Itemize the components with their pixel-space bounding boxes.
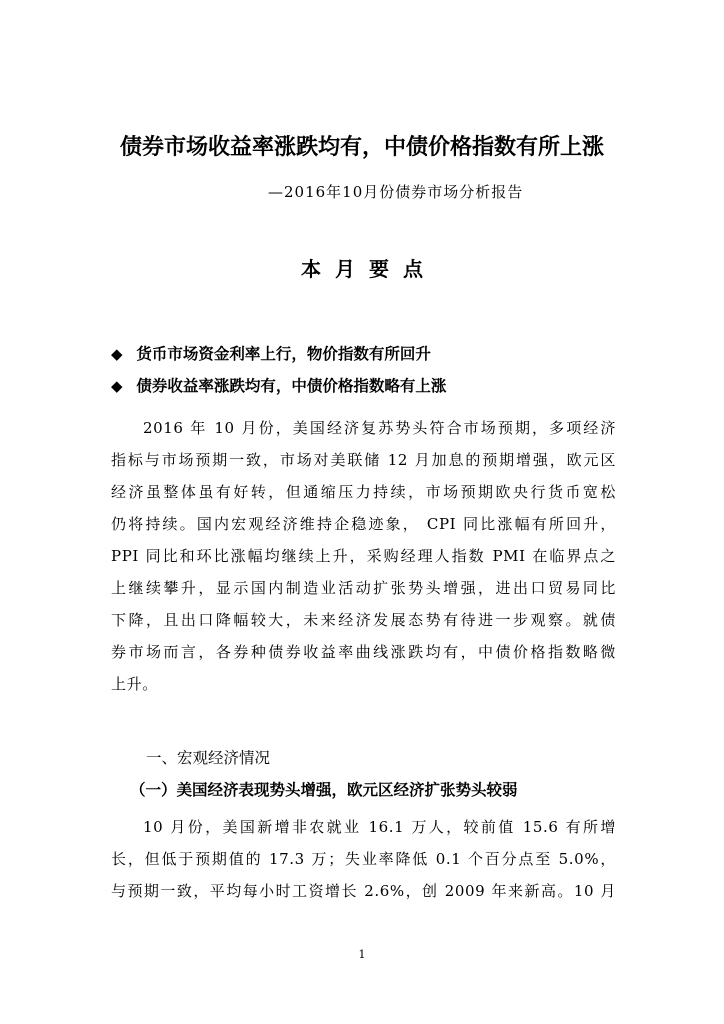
paragraph-line: 10 月份，美国新增非农就业 16.1 万人，较前值 15.6 有所增 [143,818,616,836]
section-heading: 一、宏观经济情况 [146,749,271,767]
paragraph-line: 2016 年 10 月份，美国经济复苏势头符合市场预期，多项经济 [143,419,616,437]
paragraph-line: 上继续攀升，显示国内制造业活动扩张势头增强，进出口贸易同比 [111,579,616,597]
bullet-text: 债券收益率涨跌均有，中债价格指数略有上涨 [136,377,447,395]
paragraph-line: 经济虽整体虽有好转，但通缩压力持续，市场预期欧央行货币宽松 [111,483,616,501]
bullet-item [111,374,446,396]
highlights-heading: 本月要点 [301,257,437,281]
paragraph-line: 下降，且出口降幅较大，未来经济发展态势有待进一步观察。就债 [111,611,616,629]
body-paragraph [111,811,616,907]
paragraph-line: 与预期一致，平均每小时工资增长 2.6%，创 2009 年来新高。10 月 [111,882,616,900]
paragraph-line: PPI 同比和环比涨幅均继续上升，采购经理人指数 PMI 在临界点之 [111,547,616,565]
report-subtitle: —2016年10月份债券市场分析报告 [268,183,524,201]
paragraph-line: 券市场而言，各券种债券收益率曲线涨跌均有，中债价格指数略微 [111,643,616,661]
summary-paragraph [111,412,616,700]
bullet-item [111,342,431,364]
paragraph-line: 上升。 [111,675,158,693]
report-title: 债券市场收益率涨跌均有，中债价格指数有所上涨 [119,135,604,160]
subsection-heading: （一）美国经济表现势头增强，欧元区经济扩张势头较弱 [130,781,518,799]
diamond-bullet-icon: ◆ [111,377,123,395]
page-number: 1 [358,948,366,961]
paragraph-line: 长，但低于预期值的 17.3 万；失业率降低 0.1 个百分点至 5.0%， [111,850,616,868]
bullet-text: 货币市场资金利率上行，物价指数有所回升 [136,345,431,363]
paragraph-line: 指标与市场预期一致，市场对美联储 12 月加息的预期增强，欧元区 [111,451,616,469]
paragraph-line: 仍将持续。国内宏观经济维持企稳迹象， CPI 同比涨幅有所回升， [111,515,616,533]
diamond-bullet-icon: ◆ [111,345,123,363]
